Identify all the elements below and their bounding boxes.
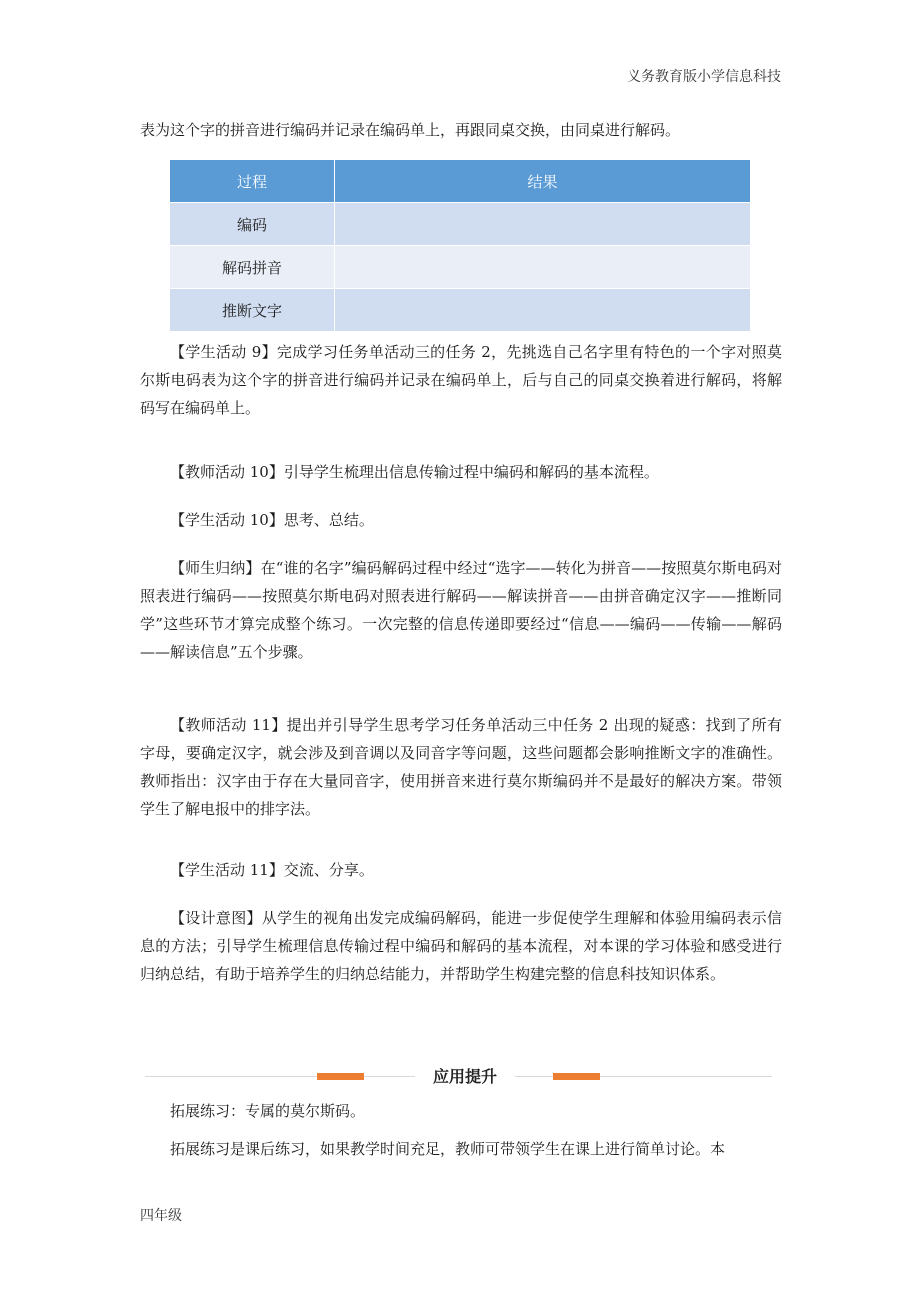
paragraph-student-activity-11: 【学生活动 11】交流、分享。 xyxy=(170,861,374,879)
table-header-row xyxy=(170,160,751,203)
divider-accent-right xyxy=(553,1073,600,1080)
table-row xyxy=(170,289,751,332)
intro-line: 表为这个字的拼音进行编码并记录在编码单上，再跟同桌交换，由同桌进行解码。 xyxy=(140,121,681,139)
page-footer: 四年级 xyxy=(140,1208,182,1224)
row-value xyxy=(335,203,751,246)
row-label: 解码拼音 xyxy=(170,246,335,289)
table-row xyxy=(170,203,751,246)
extension-exercise-text: 拓展练习是课后练习，如果教学时间充足，教师可带领学生在课上进行简单讨论。本 xyxy=(170,1140,726,1158)
encoding-table xyxy=(170,160,751,331)
section-divider xyxy=(145,1064,772,1090)
table-header-process: 过程 xyxy=(170,160,335,203)
paragraph-teacher-activity-11: 【教师活动 11】提出并引导学生思考学习任务单活动三中任务 2 出现的疑惑：找到了所有字母，要确定汉字，就会涉及到音调以及同音字等问题，这些问题都会影响推断文字的准确性。教师指出：汉字由于存在大量同音字，使用拼音来进行莫尔斯编码并不是最好的解决方案。带领学生了解电报中的排字法。 xyxy=(140,716,782,818)
paragraph-design-intent: 【设计意图】从学生的视角出发完成编码解码，能进一步促使学生理解和体验用编码表示信息的方法；引导学生梳理信息传输过程中编码和解码的基本流程，对本课的学习体验和感受进行归纳总结，有助于培养学生的归纳总结能力，并帮助学生构建完整的信息科技知识体系。 xyxy=(140,909,782,983)
paragraph-summary: 【师生归纳】在“谁的名字”编码解码过程中经过“选字——转化为拼音——按照莫尔斯电码对照表进行编码——按照莫尔斯电码对照表进行解码——解读拼音——由拼音确定汉字——推断同学”这些环节才算完成整个练习。一次完整的信息传递即要经过“信息——编码——传输——解码——解读信息”五个步骤。 xyxy=(140,559,782,661)
row-value xyxy=(335,289,751,332)
paragraph-student-activity-10: 【学生活动 10】思考、总结。 xyxy=(170,511,374,529)
row-label: 编码 xyxy=(170,203,335,246)
table-row xyxy=(170,246,751,289)
divider-accent-left xyxy=(317,1073,364,1080)
section-title: 应用提升 xyxy=(415,1064,515,1090)
row-value xyxy=(335,246,751,289)
page-header: 义务教育版小学信息科技 xyxy=(627,69,781,85)
extension-exercise-title: 拓展练习：专属的莫尔斯码。 xyxy=(170,1102,366,1120)
row-label: 推断文字 xyxy=(170,289,335,332)
table-header-result: 结果 xyxy=(335,160,751,203)
paragraph-student-activity-9: 【学生活动 9】完成学习任务单活动三的任务 2，先挑选自己名字里有特色的一个字对照莫尔斯电码表为这个字的拼音进行编码并记录在编码单上，后与自己的同桌交换着进行解码，将解码写在编码单上。 xyxy=(140,343,782,417)
paragraph-teacher-activity-10: 【教师活动 10】引导学生梳理出信息传输过程中编码和解码的基本流程。 xyxy=(170,463,659,481)
